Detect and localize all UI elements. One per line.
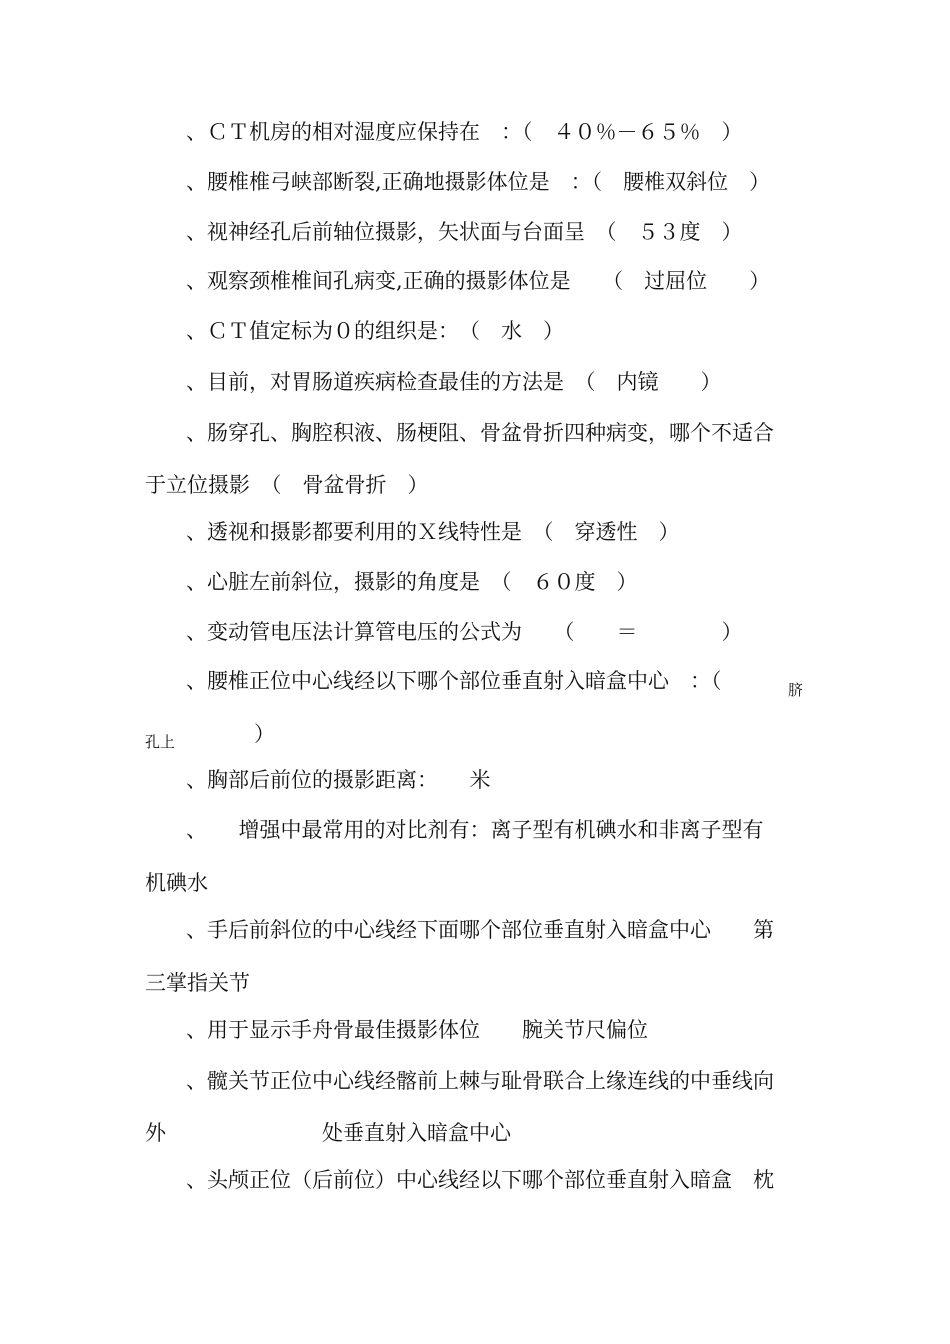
q-hip-ap-line1: 、髋关节正位中心线经髂前上棘与耻骨联合上缘连线的中垂线向 [186,1069,774,1093]
q-lumbar-ap-answer-part1: 脐 [788,681,804,699]
q-contrast-agent-line1: 、 增强中最常用的对比剂有：离子型有机碘水和非离子型有 [186,818,764,842]
q-lumbar-ap-answer-part2: 孔上 [145,733,176,751]
q-hip-ap-line2-right: 处垂直射入暗盒中心 [322,1121,511,1145]
q-chest-pa-distance: 、胸部后前位的摄影距离： 米 [186,768,491,792]
q-xray-penetration: 、透视和摄影都要利用的Ｘ线特性是 （ 穿透性 ） [186,520,680,544]
q-heart-oblique-angle: 、心脏左前斜位，摄影的角度是 （ ６０度 ） [186,570,638,594]
q-scaphoid-position: 、用于显示手舟骨最佳摄影体位 腕关节尺偏位 [186,1018,648,1042]
q-cervical-foramen: 、观察颈椎椎间孔病变,正确的摄影体位是 （ 过屈位 ） [186,269,771,293]
q-upright-position-line1: 、肠穿孔、胸腔积液、肠梗阻、骨盆骨折四种病变，哪个不适合 [186,421,774,445]
q-hip-ap-line2-left: 外 [145,1121,166,1145]
q-ct-value-zero: 、ＣＴ值定标为０的组织是： （ 水 ） [186,319,564,343]
q-skull-pa-line1: 、头颅正位（后前位）中心线经以下哪个部位垂直射入暗盒 枕 [186,1168,774,1192]
q-hand-oblique-line2: 三掌指关节 [145,971,250,995]
q-tube-voltage-formula: 、变动管电压法计算管电压的公式为 （ ＝ ） [186,620,743,644]
q-lumbar-ap-center-line1: 、腰椎正位中心线经以下哪个部位垂直射入暗盒中心 ：（ [186,669,722,693]
q-lumbar-isthmus-fracture: 、腰椎椎弓峡部断裂,正确地摄影体位是 ：（ 腰椎双斜位 ） [186,170,771,194]
q-contrast-agent-line2: 机碘水 [145,871,208,895]
q-ct-room-humidity: 、ＣＴ机房的相对湿度应保持在 ：（ ４０％－６５％ ） [186,120,743,144]
q-gi-exam-method: 、目前，对胃肠道疾病检查最佳的方法是 （ 内镜 ） [186,370,722,394]
q-upright-position-line2: 于立位摄影 （ 骨盆骨折 ） [145,473,429,497]
q-lumbar-ap-close-paren: ） [254,722,275,746]
q-hand-oblique-line1: 、手后前斜位的中心线经下面哪个部位垂直射入暗盒中心 第 [186,918,774,942]
q-optic-canal-angle: 、视神经孔后前轴位摄影，矢状面与台面呈 （ ５３度 ） [186,220,743,244]
